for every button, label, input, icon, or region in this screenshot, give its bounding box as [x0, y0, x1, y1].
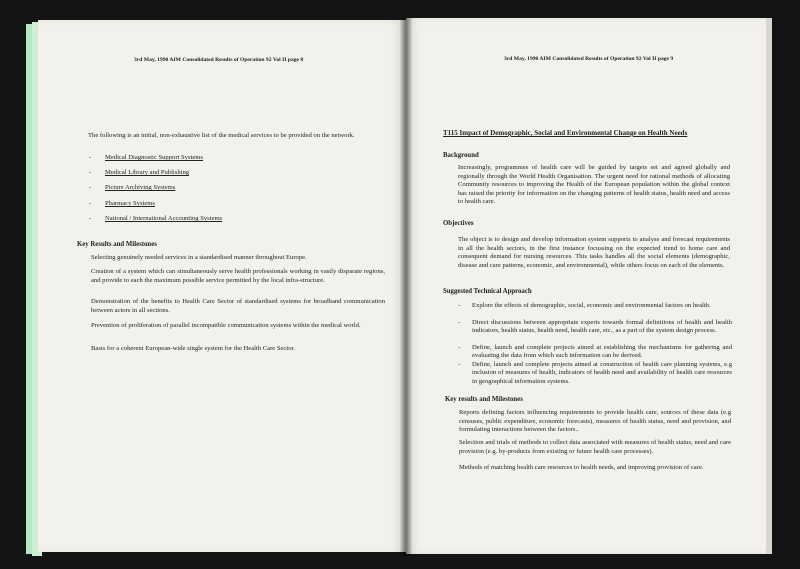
left-key-results-heading: Key Results and Milestones — [77, 241, 157, 248]
approach-heading: Suggested Technical Approach — [443, 288, 532, 295]
section-title: T115 Impact of Demographic, Social and Environmental Change on Health Needs — [443, 129, 688, 137]
right-page: 3rd May, 1990 AIM Consolidated Results of Operation 92 Vol II page 9 T115 Impact of Demographic, Social and Environmental Change on Health Needs Background Increasingly, programmes of health care will be guided by targets set and agreed globally and regionally through the World Health Organisation. The urgent need for rational methods of allocating Community resources to improving the Health of the European population within the global context has raised the priority for information on the changing patterns of health status, health need and access to health care. Objectives The object is to design and develop information system supports to analyse and forecast requirements in all the health sectors, in the first instance focussing on the expected trend to home care and consequent demand for nursing resources. This tasks handles all the social elements (demographic, disease and care patterns, economic, and environmental), while others focus on each of the elements. Suggested Technical Approach - Explore the effects of demographic, social, economic and environmental factors on health. - Direct discussions between appropriate experts towards formal definitions of health and health indicators, health status, health need, health care, etc., as a part of the system design process. - Define, launch and complete projects aimed at establishing the mechanisms for gathering and evaluating the data from which such information can be derived. - Define, launch and complete projects aimed at construction of health care planning systems, e.g inclusion of measures of health, indicators of health need and availability of health care resources in geographical information systems. Key results and Milestones Reports defining factors influencing requirements to provide health care, sources of these data (e.g censuses, public expenditure, economic forecasts), measures of health status, need and provision, and formulating interactions between the factors.. Selection and trials of methods to collect data associated with measures of health status, need and care provision (e.g. by-products from existing or future health care processes). Methods of matching health care resources to health needs, and improving provision of care. — [406, 18, 766, 554]
left-page: 3rd May, 1990 AIM Consolidated Results of Operation 92 Vol II page 8 The following is an initial, non-exhaustive list of the medical services to be provided on the network. - Medical Diagnostic Support Systems - Medical Library and Publishing - Picture Archiving Systems - Pharmacy Systems - National / International Accounting Systems Key Results and Milestones Selecting genuinely needed services in a standardised manner throughout Europe. Creation of a system which can simultaneously serve health professionals working in vastly disparate regions, and provide to each the maximum possible service permitted by the local infra-structure. Demonstration of the benefits to Health Care Sector of standardised systems for broadband communication between actors in all sections. Prevention of proliferation of parallel incompatible communication systems within the medical world. Basis for a coherent European-wide single system for the Health Care Sector. — [38, 20, 406, 552]
intro-paragraph: The following is an initial, non-exhaustive list of the medical services to be provided on the network. — [88, 132, 355, 139]
left-key-result: Basis for a coherent European-wide single system for the Health Care Sector. — [91, 345, 295, 352]
background-heading: Background — [443, 152, 479, 159]
right-key-result: Selection and trials of methods to collect data associated with measures of health status, need and care provision (e.g. by-products from existing or future health care processes). — [459, 439, 731, 455]
left-page-header: 3rd May, 1990 AIM Consolidated Results of Operation 92 Vol II page 8 — [134, 57, 304, 63]
book-gutter — [400, 18, 412, 556]
right-page-header: 3rd May, 1990 AIM Consolidated Results of Operation 92 Vol II page 9 — [504, 56, 674, 62]
left-key-result: Prevention of proliferation of parallel incompatible communication systems within the medical world. — [91, 322, 361, 329]
background-paragraph: Increasingly, programmes of health care will be guided by targets set and agreed globally and regionally through the World Health Organisation. The urgent need for rational methods of allocating Community resources to improving the Health of the European population within the global context has raised the priority for information on the changing patterns of health status, health need and access to health care. — [458, 164, 730, 206]
right-key-results-heading: Key results and Milestones — [445, 396, 523, 403]
right-key-result: Reports defining factors influencing requirements to provide health care, sources of these data (e.g censuses, public expenditure, economic forecasts), measures of health status, need and provision, and formulating interactions between the factors.. — [459, 409, 731, 434]
page-stack-edge — [766, 18, 772, 554]
objectives-heading: Objectives — [443, 220, 474, 227]
left-key-result: Demonstration of the benefits to Health Care Sector of standardised systems for broadband communication between actors in all sections. — [91, 298, 385, 314]
left-key-result: Creation of a system which can simultaneously serve health professionals working in vastly disparate regions, and provide to each the maximum possible service permitted by the local infra-structure. — [91, 268, 385, 284]
objectives-paragraph: The object is to design and develop information system supports to analyse and forecast requirements in all the health sectors, in the first instance focussing on the expected trend to home care and consequent demand for nursing resources. This tasks handles all the social elements (demographic, disease and care patterns, economic, and environmental), while others focus on each of the elements. — [458, 236, 730, 269]
left-key-result: Selecting genuinely needed services in a standardised manner throughout Europe. — [91, 254, 307, 261]
right-key-result: Methods of matching health care resources to health needs, and improving provision of care. — [459, 464, 704, 471]
